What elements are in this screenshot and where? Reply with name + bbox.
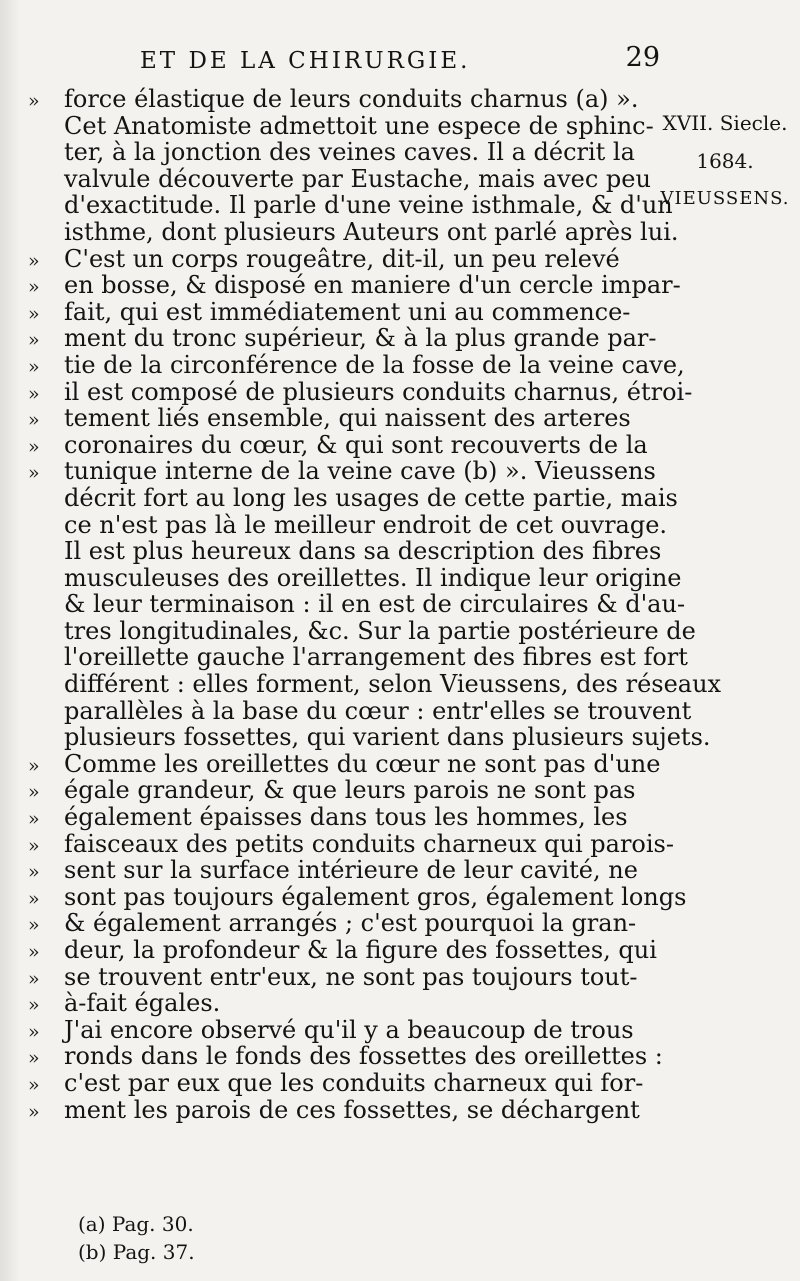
line-text: & également arrangés ; c'est pourquoi la gran- [64, 909, 637, 938]
text-line [28, 563, 682, 592]
line-text: ment les parois de ces fossettes, se déchargent [64, 1095, 640, 1124]
line-text: isthme, dont plusieurs Auteurs ont parlé après lui. [64, 217, 679, 246]
text-line [28, 616, 696, 645]
body-text [28, 85, 722, 1124]
text-line [28, 537, 662, 566]
line-text: c'est par eux que les conduits charneux qui for- [64, 1068, 644, 1097]
quote-mark: » [28, 382, 40, 405]
line-text: deur, la profondeur & la figure des fossettes, qui [64, 936, 657, 964]
text-line [28, 1042, 663, 1071]
line-text: Cet Anatomiste admettoit une espece de sphinc- [64, 111, 654, 140]
footnote-b: (b) Pag. 37. [78, 1240, 195, 1264]
text-line [28, 937, 658, 964]
quote-mark: » [28, 1020, 40, 1043]
text-line [28, 749, 661, 778]
text-line [28, 166, 658, 193]
text-line [28, 777, 658, 804]
quote-mark: » [28, 1073, 40, 1096]
quote-mark: » [28, 861, 40, 884]
line-text: l'oreillette gauche l'arrangement des fibres est fort [64, 643, 688, 672]
text-line [28, 405, 658, 432]
line-text: musculeuses des oreillettes. Il indique leur origine [64, 563, 682, 592]
quote-mark: » [28, 967, 40, 990]
line-text: fait, qui est immédiatement uni au commence- [64, 297, 631, 326]
text-line [28, 432, 658, 459]
running-title: ET DE LA CHIRURGIE. [140, 48, 471, 74]
text-line [28, 964, 658, 991]
line-text: tunique interne de la veine cave (b) ». Vieussens [64, 457, 656, 486]
text-line [28, 217, 679, 246]
quote-mark: » [28, 409, 40, 432]
line-text: coronaires du cœur, & qui sont recouverts de la [64, 430, 648, 459]
text-line [28, 643, 688, 672]
text-line [28, 857, 658, 884]
line-text: ment du tronc supérieur, & à la plus grande par- [64, 324, 657, 353]
quote-mark: » [28, 462, 40, 485]
text-line [28, 325, 658, 352]
text-line [28, 670, 722, 699]
quote-mark: » [28, 90, 40, 112]
line-text: il est composé de plusieurs conduits charnus, étroi- [64, 377, 693, 406]
line-text: J'ai encore observé qu'il y a beaucoup de trous [64, 1015, 634, 1044]
text-line [28, 271, 681, 300]
text-line [28, 113, 658, 140]
page-header [140, 42, 660, 78]
text-line [28, 1017, 658, 1044]
line-text: d'exactitude. Il parle d'une veine isthmale, & d'un [64, 191, 673, 220]
line-text: décrit fort au long les usages de cette partie, mais [64, 483, 678, 512]
page-number: 29 [625, 42, 660, 73]
quote-mark: » [28, 1047, 40, 1070]
text-line [28, 483, 678, 512]
line-text: C'est un corps rougeâtre, dit-il, un peu relevé [64, 244, 620, 273]
quote-mark: » [28, 1100, 40, 1123]
text-line [28, 139, 658, 166]
margin-note-year: 1684. [696, 149, 754, 173]
quote-mark: » [28, 754, 40, 777]
line-text: tres longitudinales, &c. Sur la partie postérieure de [64, 616, 696, 645]
text-line [28, 990, 658, 1017]
quote-mark: » [28, 781, 40, 804]
quote-mark: » [28, 914, 40, 937]
line-text: sent sur la surface intérieure de leur cavité, ne [64, 856, 638, 885]
quote-mark: » [28, 834, 40, 857]
quote-mark: » [28, 249, 40, 272]
line-text: parallèles à la base du cœur : entr'elles se trouvent [64, 696, 692, 725]
text-line [28, 696, 692, 725]
line-text: égale grandeur, & que leurs parois ne sont pas [64, 776, 636, 805]
quote-mark: » [28, 435, 40, 458]
text-line [28, 377, 693, 406]
line-text: tement liés ensemble, qui naissent des arteres [64, 404, 631, 433]
quote-mark: » [28, 887, 40, 910]
quote-mark: » [28, 355, 40, 378]
quote-mark: » [28, 994, 40, 1017]
text-line [28, 299, 658, 326]
line-text: ce n'est pas là le meilleur endroit de cet ouvrage. [64, 510, 668, 539]
quote-mark: » [28, 808, 40, 831]
text-line [28, 590, 686, 619]
line-text: plusieurs fossettes, qui varient dans plusieurs sujets. [64, 723, 711, 752]
line-text: ronds dans le fonds des fossettes des oreillettes : [64, 1042, 663, 1071]
line-text: tie de la circonférence de la fosse de la veine cave, [64, 350, 685, 379]
footnote-a: (a) Pag. 30. [78, 1212, 194, 1236]
footnotes [78, 1210, 195, 1266]
margin-notes [655, 104, 795, 218]
text-line [28, 1070, 658, 1097]
line-text: en bosse, & disposé en maniere d'un cercle impar- [64, 271, 681, 300]
text-line [28, 510, 668, 539]
line-text: différent : elles forment, selon Vieussens, des réseaux [64, 670, 722, 699]
quote-mark: » [28, 276, 40, 299]
text-line [28, 350, 685, 379]
line-text: & leur terminaison : il en est de circulaires & d'au- [64, 590, 686, 619]
text-line [28, 1097, 658, 1124]
line-text: sont pas toujours également gros, également longs [64, 882, 687, 911]
quote-mark: » [28, 941, 40, 963]
line-text: valvule découverte par Eustache, mais avec peu [64, 164, 651, 193]
text-line [28, 910, 658, 937]
page-fold-shadow [0, 0, 20, 1281]
line-text: force élastique de leurs conduits charnus (a) ». [64, 85, 639, 113]
line-text: à-fait égales. [64, 989, 221, 1018]
quote-mark: » [28, 302, 40, 325]
text-line [28, 86, 658, 113]
text-line [28, 804, 658, 831]
text-line [28, 191, 673, 220]
line-text: également épaisses dans tous les hommes, les [64, 803, 628, 832]
margin-note-author: VIEUSSENS. [660, 188, 790, 209]
line-text: Il est plus heureux dans sa description des fibres [64, 537, 662, 566]
text-line [28, 829, 674, 858]
text-line [28, 458, 658, 485]
margin-note-century: XVII. Siecle. [662, 111, 788, 135]
text-line [28, 723, 711, 752]
text-line [28, 882, 687, 911]
line-text: se trouvent entr'eux, ne sont pas toujours tout- [64, 962, 638, 991]
line-text: Comme les oreillettes du cœur ne sont pas d'une [64, 749, 661, 778]
quote-mark: » [28, 329, 40, 352]
text-line [28, 246, 658, 273]
line-text: faisceaux des petits conduits charneux qui parois- [64, 829, 674, 858]
line-text: ter, à la jonction des veines caves. Il a décrit la [64, 138, 635, 167]
